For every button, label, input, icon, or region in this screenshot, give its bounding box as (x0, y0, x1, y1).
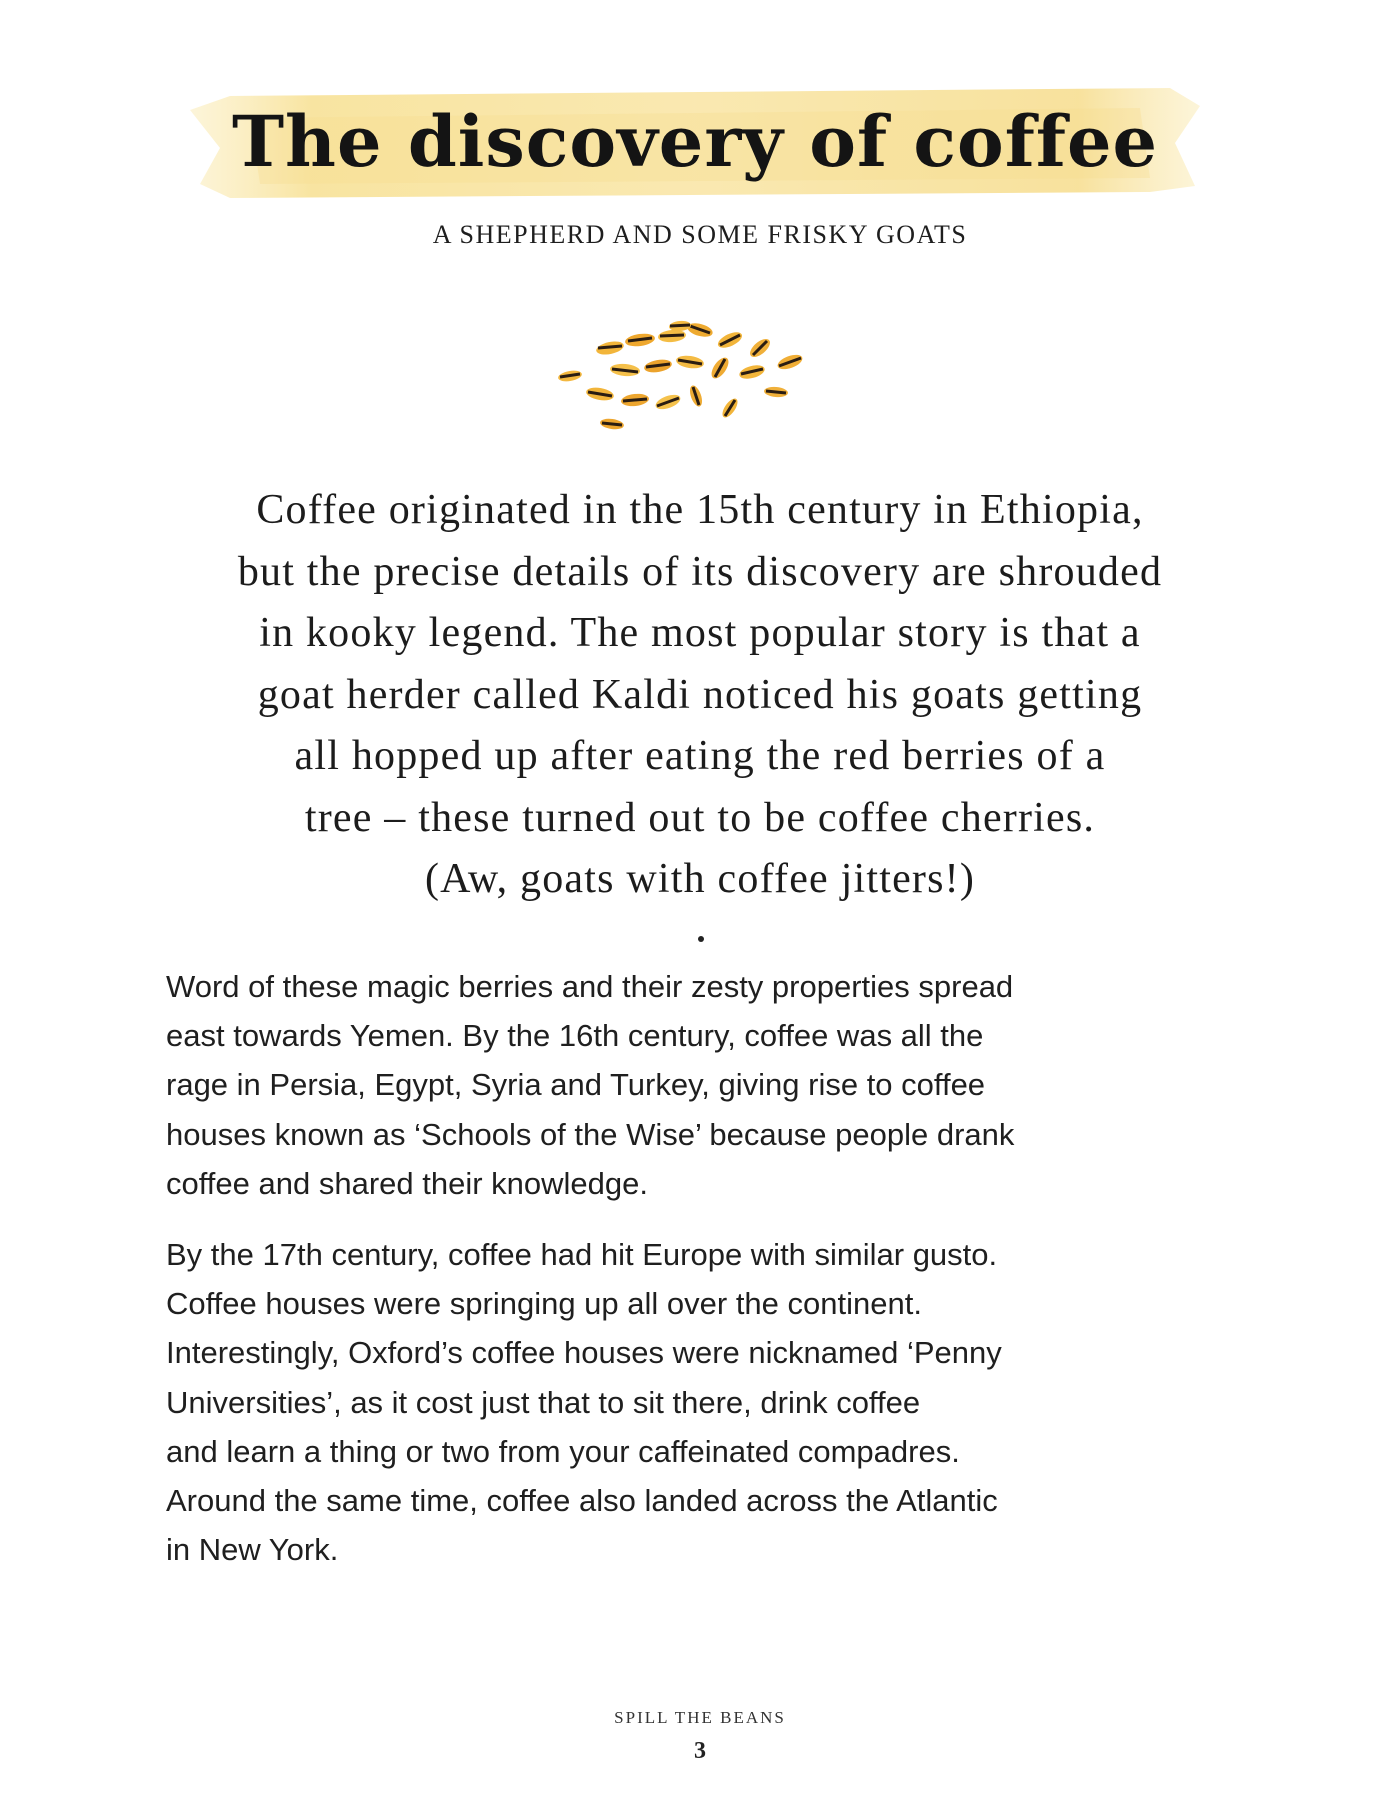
coffee-bean-icon (643, 358, 673, 375)
coffee-bean-icon (738, 363, 766, 381)
page-title: The discovery of coffee (231, 100, 1159, 183)
page-subtitle: A SHEPHERD AND SOME FRISKY GOATS (432, 220, 968, 249)
coffee-bean-icon (585, 386, 615, 403)
paragraph-line: and learn a thing or two from your caffeinated compadres. (166, 1433, 960, 1469)
coffee-bean-icon (658, 329, 687, 343)
lead-line: all hopped up after eating the red berries of a (294, 733, 1106, 779)
coffee-beans-illustration (540, 300, 860, 450)
coffee-bean-icon (624, 332, 655, 348)
coffee-bean-icon (776, 352, 805, 372)
paragraph-line: Coffee houses were springing up all over the continent. (166, 1286, 922, 1322)
coffee-bean-icon (688, 384, 705, 408)
paragraph-line: Interestingly, Oxford’s coffee houses were nicknamed ‘Penny (166, 1335, 1002, 1371)
paragraph-line: Around the same time, coffee also landed across the Atlantic (166, 1483, 998, 1519)
coffee-bean-icon (595, 339, 625, 357)
lead-line: but the precise details of its discovery are shrouded (237, 548, 1163, 595)
coffee-bean-icon (599, 417, 624, 430)
lead-line: (Aw, goats with coffee jitters!) (424, 856, 976, 902)
coffee-bean-icon (716, 329, 745, 351)
paragraph-line: Universities’, as it cost just that to sit there, drink coffee (166, 1384, 921, 1420)
lead-paragraph (180, 480, 1220, 911)
paragraph-line: in New York. (166, 1532, 339, 1568)
lead-line: tree – these turned out to be coffee cherries. (304, 794, 1096, 841)
paragraph-line: coffee and shared their knowledge. (166, 1165, 648, 1201)
coffee-bean-icon (610, 363, 641, 378)
coffee-bean-icon (708, 355, 732, 382)
lead-line: goat herder called Kaldi noticed his goats getting (257, 671, 1143, 718)
coffee-bean-icon (620, 393, 649, 408)
paragraph-line: rage in Persia, Egypt, Syria and Turkey, giving rise to coffee (166, 1067, 986, 1103)
coffee-bean-icon (747, 336, 773, 361)
body-paragraph-1 (166, 962, 1226, 1208)
running-footer: SPILL THE BEANS (614, 1708, 786, 1727)
paragraph-line: By the 17th century, coffee had hit Europe with similar gusto. (166, 1237, 998, 1272)
coffee-bean-icon (764, 386, 789, 398)
coffee-bean-icon (557, 369, 582, 383)
paragraph-line: houses known as ‘Schools of the Wise’ because people drank (166, 1116, 1015, 1152)
section-divider-dot (698, 936, 704, 942)
coffee-bean-icon (654, 392, 683, 412)
lead-line: Coffee originated in the 15th century in Ethiopia, (256, 487, 1144, 533)
paragraph-line: east towards Yemen. By the 16th century, coffee was all the (166, 1018, 984, 1054)
page-number: 3 (694, 1738, 706, 1764)
lead-line: in kooky legend. The most popular story is that a (259, 610, 1141, 656)
coffee-bean-icon (675, 354, 704, 370)
coffee-bean-icon (720, 396, 741, 420)
paragraph-line: Word of these magic berries and their zesty properties spread (166, 969, 1014, 1004)
body-paragraph-2 (166, 1230, 1226, 1574)
